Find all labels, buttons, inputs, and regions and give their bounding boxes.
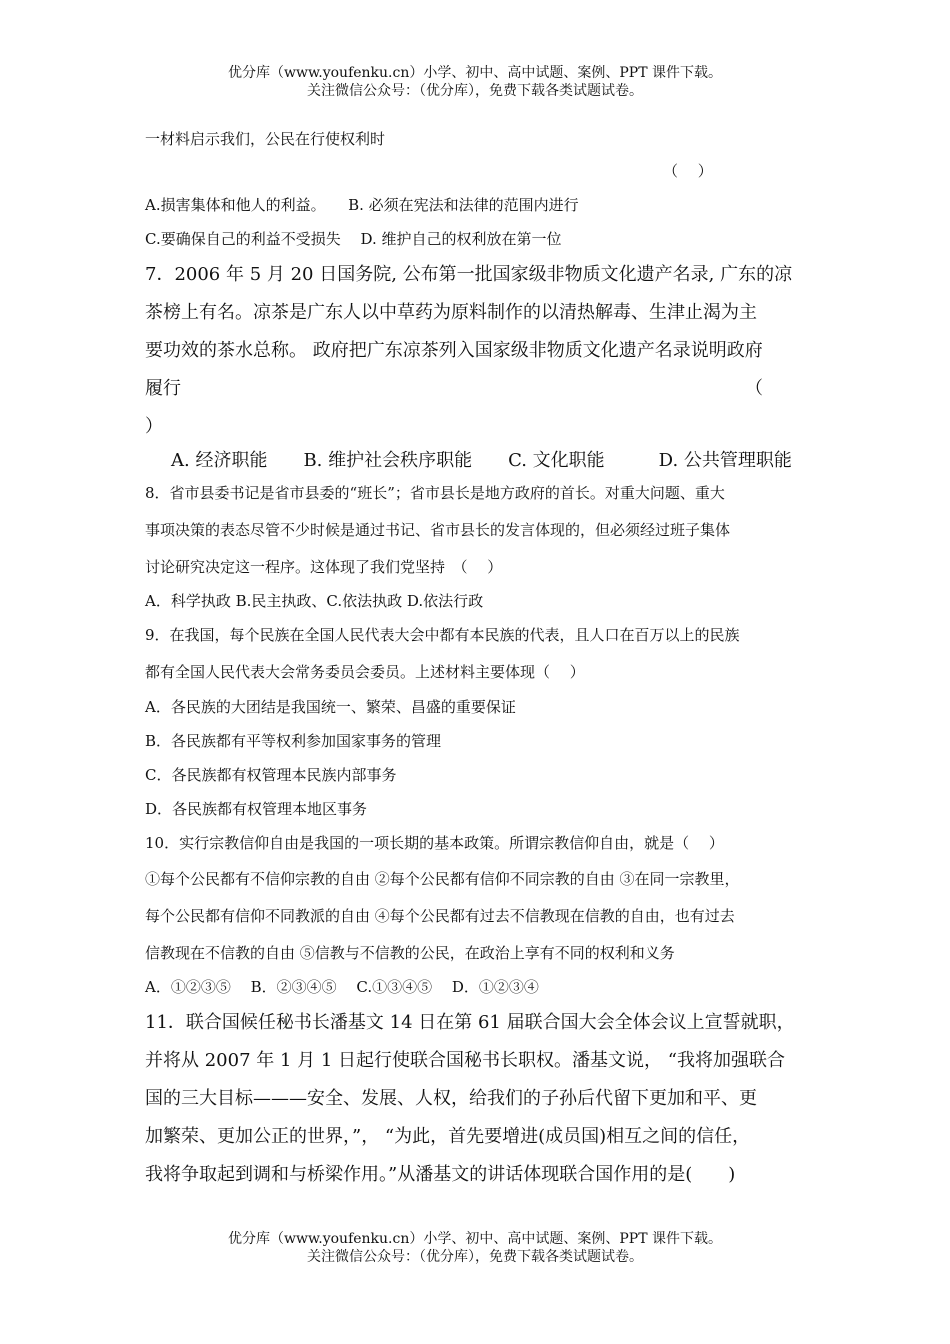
q7-options: A. 经济职能 B. 维护社会秩序职能 C. 文化职能 D. 公共管理职能 xyxy=(171,450,792,471)
q6-answer-paren: （ ） xyxy=(663,162,713,180)
q8-line-3: 讨论研究决定这一程序。这体现了我们党坚持 （ ） xyxy=(145,558,503,576)
q11-line-2: 并将从 2007 年 1 月 1 日起行使联合国秘书长职权。潘基文说， “我将加强联合 xyxy=(145,1050,785,1071)
q10-line-1: 10．实行宗教信仰自由是我国的一项长期的基本政策。所谓宗教信仰自由，就是（ ） xyxy=(145,834,724,852)
q7-paren-close: ） xyxy=(145,416,163,437)
page-header xyxy=(0,64,950,100)
q7-line-1: 7．2006 年 5 月 20 日国务院, 公布第一批国家级非物质文化遗产名录, 广东的凉 xyxy=(145,264,793,285)
q11-line-3: 国的三大目标———安全、发展、人权，给我们的子孙后代留下更加和平、更 xyxy=(145,1088,757,1109)
q10-line-2: ①每个公民都有不信仰宗教的自由 ②每个公民都有信仰不同宗教的自由 ③在同一宗教里， xyxy=(145,870,740,888)
q9-line-2: 都有全国人民代表大会常务委员会委员。上述材料主要体现（ ） xyxy=(145,663,585,681)
q6-options-cd: C.要确保自己的利益不受损失 D. 维护自己的权利放在第一位 xyxy=(145,230,562,248)
footer-line-2: 关注微信公众号：（优分库），免费下载各类试题试卷。 xyxy=(307,1249,643,1265)
q9-option-d: D．各民族都有权管理本地区事务 xyxy=(145,800,368,818)
q11-line-4: 加繁荣、更加公正的世界，”， “为此，首先要增进(成员国)相互之间的信任， xyxy=(145,1126,751,1147)
q8-line-1: 8．省市县委书记是省市县委的“班长”；省市县长是地方政府的首长。对重大问题、重大 xyxy=(145,484,725,502)
footer-line-1: 优分库（www.youfenku.cn）小学、初中、高中试题、案例、PPT 课件下载。 xyxy=(227,1231,722,1247)
q9-line-1: 9．在我国，每个民族在全国人民代表大会中都有本民族的代表，且人口在百万以上的民族 xyxy=(145,626,740,644)
q9-option-b: B．各民族都有平等权利参加国家事务的管理 xyxy=(145,732,442,750)
q7-line-4: 履行 xyxy=(145,378,181,399)
q8-options: A．科学执政 B.民主执政、C.依法执政 D.依法行政 xyxy=(145,592,484,610)
q6-stem: 一材料启示我们，公民在行使权利时 xyxy=(145,130,386,148)
q11-line-5: 我将争取起到调和与桥梁作用。”从潘基文的讲话体现联合国作用的是( ) xyxy=(145,1164,736,1185)
header-line-2: 关注微信公众号：（优分库），免费下载各类试题试卷。 xyxy=(307,83,643,99)
q10-line-4: 信教现在不信教的自由 ⑤信教与不信教的公民，在政治上享有不同的权利和义务 xyxy=(145,944,675,962)
q10-line-3: 每个公民都有信仰不同教派的自由 ④每个公民都有过去不信教现在信教的自由，也有过去 xyxy=(145,907,735,925)
q10-options: A．①②③⑤ B．②③④⑤ C.①③④⑤ D．①②③④ xyxy=(145,978,539,996)
q8-line-2: 事项决策的表态尽管不少时候是通过书记、省市县长的发言体现的，但必须经过班子集体 xyxy=(145,521,731,539)
q11-line-1: 11．联合国候任秘书长潘基文 14 日在第 61 届联合国大会全体会议上宣誓就职， xyxy=(145,1012,795,1033)
q7-line-3: 要功效的茶水总称。 政府把广东凉茶列入国家级非物质文化遗产名录说明政府 xyxy=(145,340,763,361)
q7-paren-open: （ xyxy=(745,378,763,399)
q9-option-a: A．各民族的大团结是我国统一、繁荣、昌盛的重要保证 xyxy=(145,698,516,716)
page-footer xyxy=(0,1230,950,1266)
q6-options-ab: A.损害集体和他人的利益。 B. 必须在宪法和法律的范围内进行 xyxy=(145,196,579,214)
q9-option-c: C．各民族都有权管理本民族内部事务 xyxy=(145,766,397,784)
q7-line-2: 茶榜上有名。凉茶是广东人以中草药为原料制作的以清热解毒、生津止渴为主 xyxy=(145,302,757,323)
header-line-1: 优分库（www.youfenku.cn）小学、初中、高中试题、案例、PPT 课件下载。 xyxy=(227,65,722,81)
